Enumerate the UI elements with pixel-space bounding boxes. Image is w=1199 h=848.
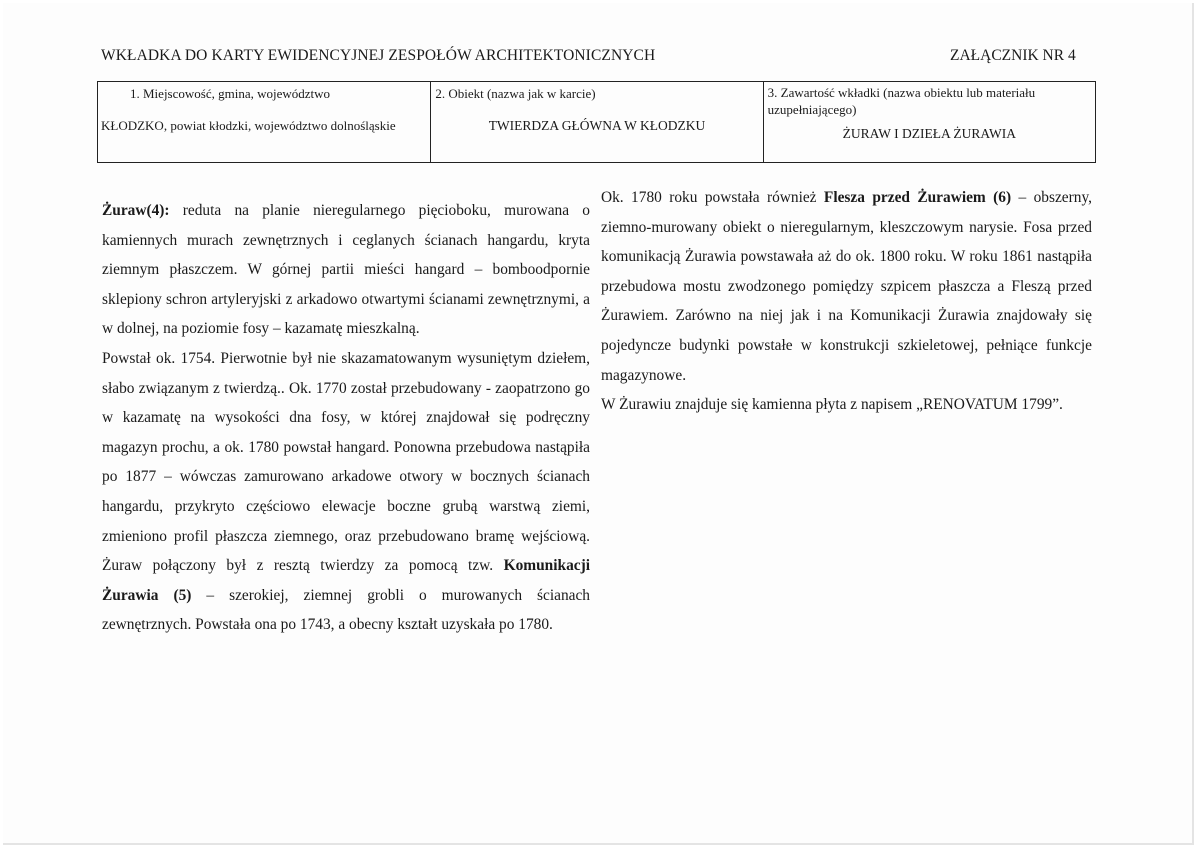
history-text-b: – szerokiej, ziemnej grobli o murowanych ścianach zewnętrznych. Powstała ona po 1743, a obecny kształt uzyskała po 1780.	[102, 586, 590, 634]
zuraw-description: reduta na planie nieregularnego pięcioboku, murowana o kamiennych murach zewnętrznych i ceglanych ścianach hangardu, kryta ziemnym płaszczem. W górnej partii mieści hangard – bomboodpornie sklepiony schron artyleryjski z arkadowo otwartymi ścianami zewnętrznymi, a w dolnej, na poziomie fosy – kazamatę mieszkalną.	[102, 202, 590, 338]
zuraw-heading: Żuraw(4):	[102, 202, 170, 219]
paragraph-flesza	[601, 183, 1092, 390]
object-value: TWIERDZA GŁÓWNA W KŁODZKU	[488, 118, 706, 133]
info-cell-object	[431, 82, 763, 163]
flesza-heading: Flesza przed Żurawiem (6)	[823, 189, 1012, 206]
paragraph-zuraw	[102, 196, 590, 344]
history-text-a: Powstał ok. 1754. Pierwotnie był nie skazamatowanym wysuniętym dziełem, słabo związanym z twierdzą.. Ok. 1770 został przebudowany - zaopatrzono go w kazamatę na wysokości dna fosy, w której znajdował się podręczny magazyn prochu, a ok. 1780 powstał hangard. Ponowna przebudowa nastąpiła po 1877 – wówczas zamurowano arkadowe otwory w bocznych ścianach hangardu, przykryto częściowo elewacje boczne grubą warstwą ziemi, zmieniono profil płaszcza ziemnego, oraz przebudowano bramę wejściową. Żuraw połączony był z resztą twierdzy za pomocą tzw.	[102, 349, 590, 575]
document-title: WKŁADKA DO KARTY EWIDENCYJNEJ ZESPOŁÓW ARCHITEKTONICZNYCH	[101, 47, 656, 64]
paragraph-history	[102, 344, 590, 640]
annex-number: ZAŁĄCZNIK NR 4	[950, 47, 1076, 64]
location-value: KŁODZKO, powiat kłodzki, województwo dolnośląskie	[101, 118, 396, 133]
location-label: 1. Miejscowość, gmina, województwo	[130, 86, 331, 101]
info-table	[97, 81, 1096, 163]
contents-value: ŻURAW I DZIEŁA ŻURAWIA	[842, 126, 1017, 141]
contents-label: 3. Zawartość wkładki (nazwa obiektu lub materiału uzupełniającego)	[767, 85, 1036, 117]
info-cell-location	[98, 82, 431, 163]
flesza-text-b: – obszerny, ziemno-murowany obiekt o nieregularnym, kleszczowym narysie. Fosa przed komunikacją Żurawia powstawała aż do ok. 1800 roku. W roku 1861 nastąpiła przebudowa mostu zwodzonego pomiędzy szpicem płaszcza a Fleszą przed Żurawiem. Zarówno na niej jak i na Komunikacji Żurawia znajdowały się pojedyncze budynki powstałe w konstrukcji szkieletowej, pełniące funkcje magazynowe.	[601, 189, 1092, 384]
document-page	[3, 3, 1194, 845]
object-label: 2. Obiekt (nazwa jak w karcie)	[435, 86, 596, 101]
info-cell-contents	[763, 82, 1095, 163]
paragraph-plaque	[601, 390, 1092, 420]
text-column-right	[601, 183, 1092, 420]
plaque-text: W Żurawiu znajduje się kamienna płyta z napisem „RENOVATUM 1799”.	[601, 396, 1063, 414]
flesza-text-a: Ok. 1780 roku powstała również	[601, 189, 824, 206]
text-column-left	[102, 196, 590, 640]
komunikacja-heading: Komunikacji Żurawia (5)	[102, 557, 590, 604]
